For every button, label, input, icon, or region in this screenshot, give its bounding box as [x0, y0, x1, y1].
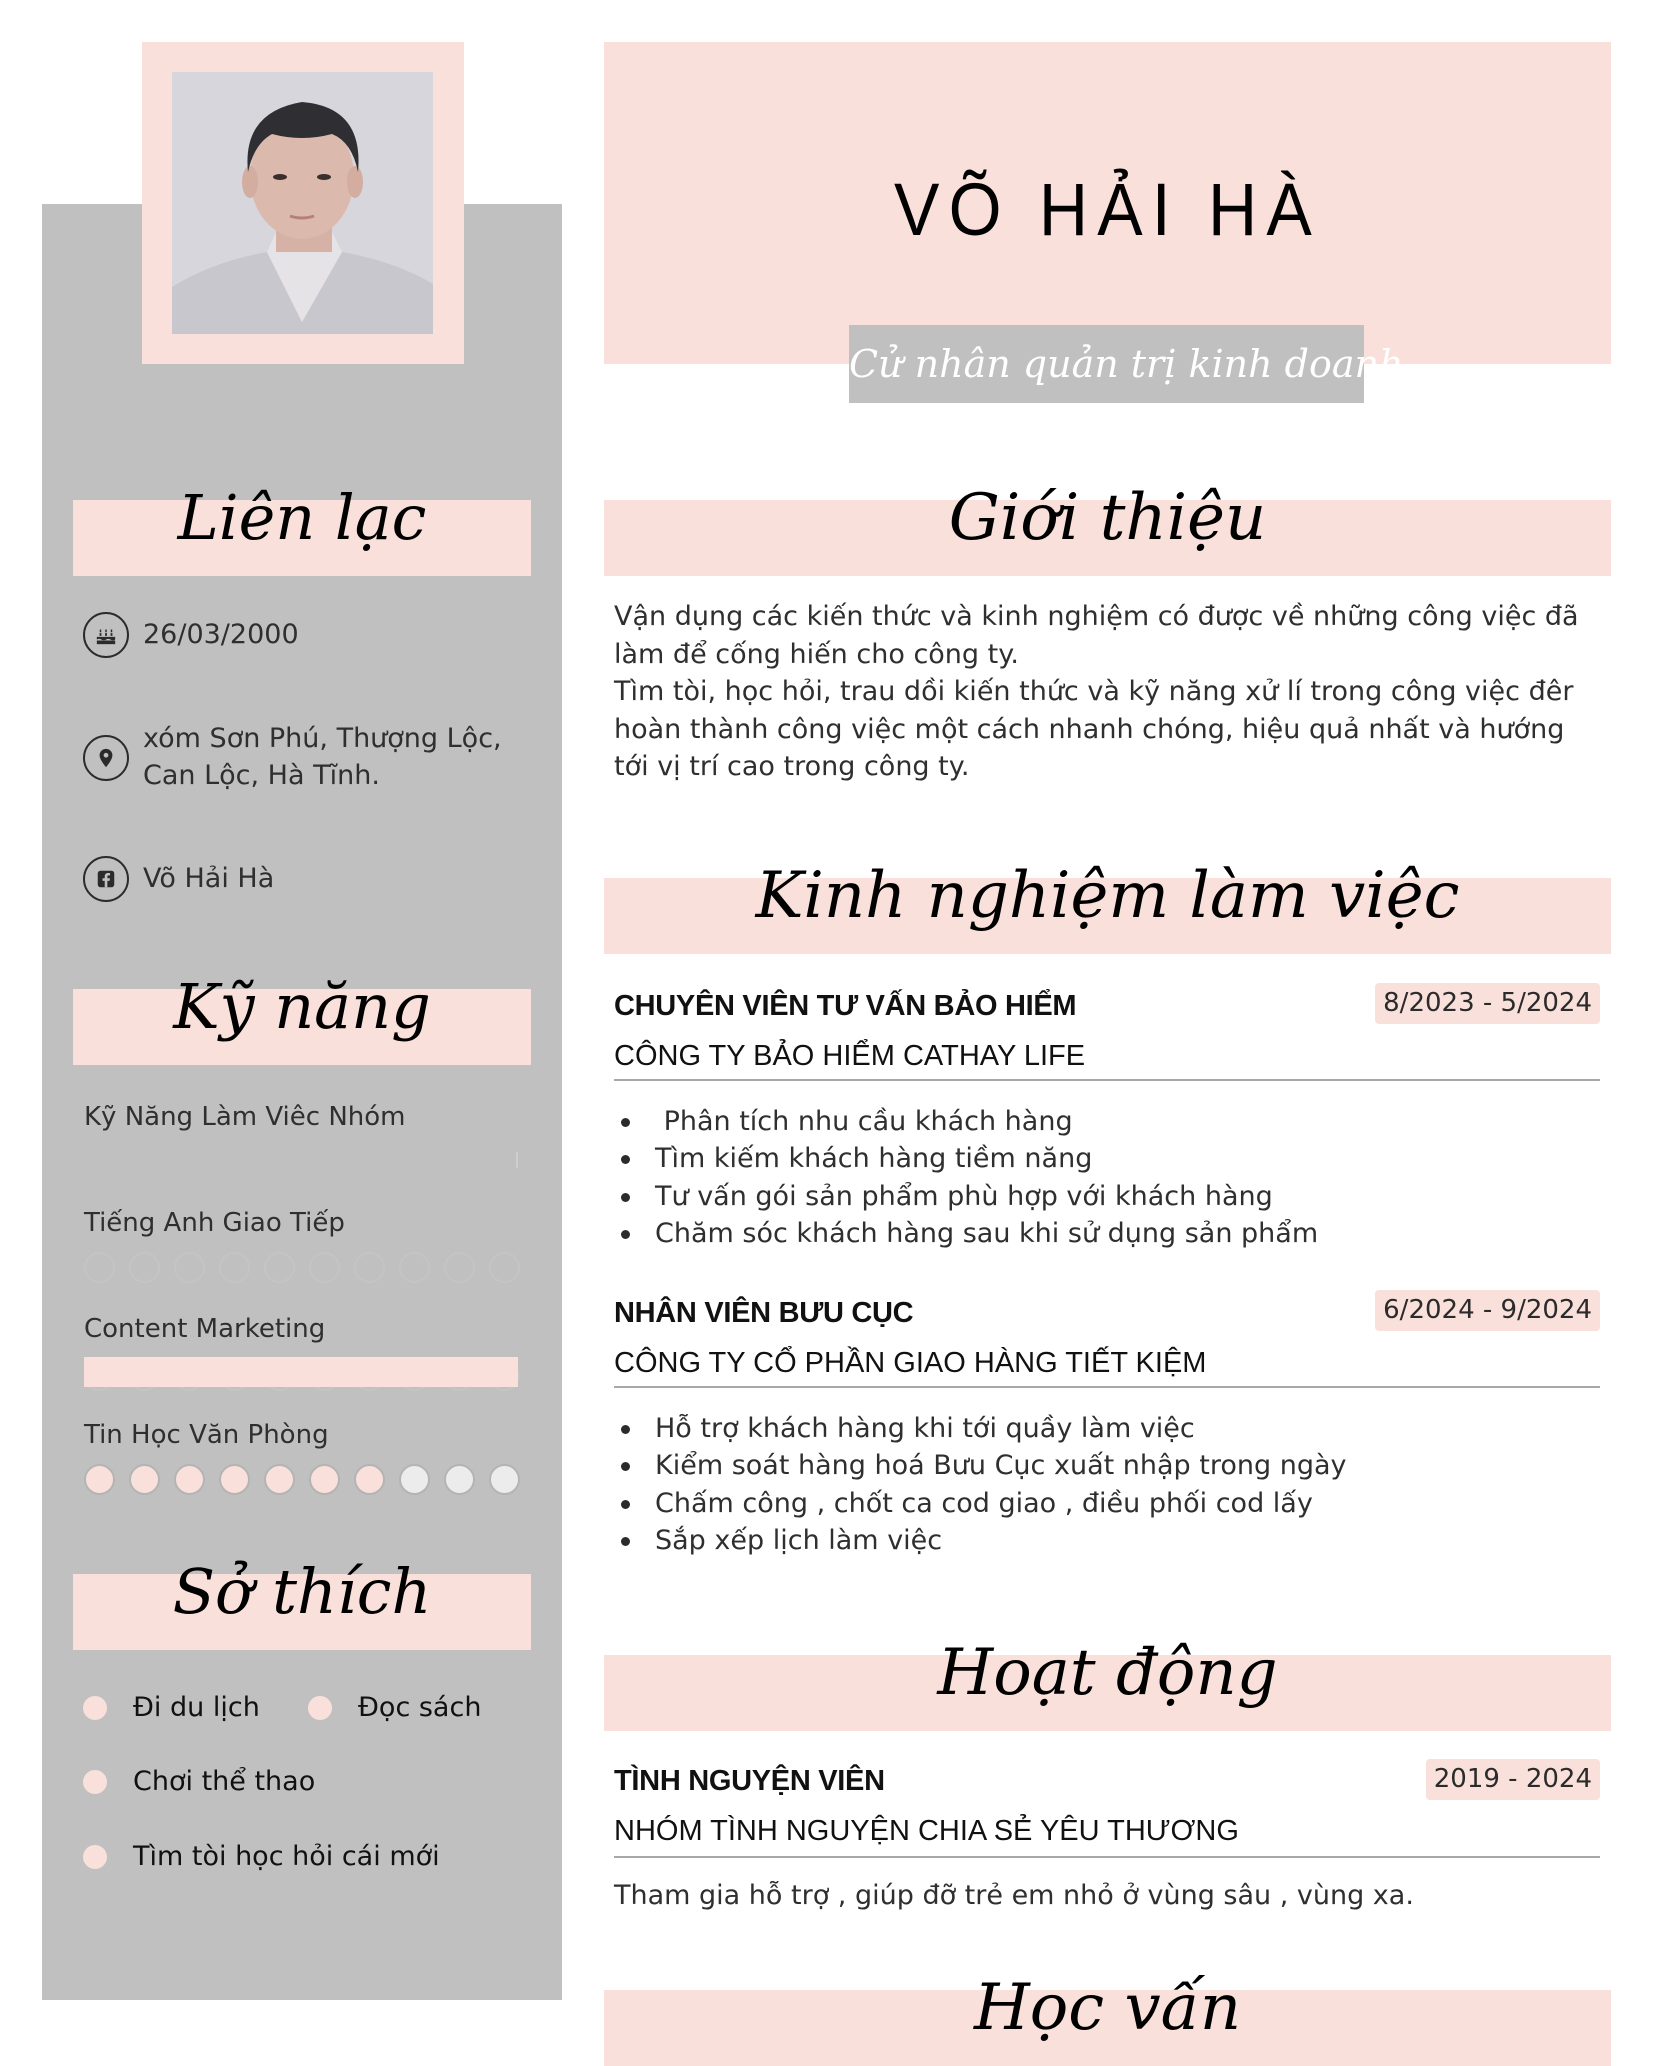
task-item: Hỗ trợ khách hàng khi tới quầy làm việc — [614, 1410, 1347, 1447]
skill-label: Kỹ Năng Làm Viêc Nhóm — [84, 1102, 406, 1132]
organization-name: NHÓM TÌNH NGUYỆN CHIA SẺ YÊU THƯƠNG — [614, 1815, 1239, 1847]
skill-rating-dots — [84, 1252, 520, 1284]
location-pin-icon — [83, 735, 129, 781]
contact-birthday — [83, 612, 533, 658]
rating-dot — [84, 1252, 115, 1283]
facebook-name[interactable]: Võ Hải Hà — [143, 863, 275, 894]
hobbies-section-title: Sở thích — [172, 1555, 432, 1628]
task-item: Tư vấn gói sản phẩm phù hợp với khách hàng — [614, 1178, 1318, 1215]
intro-paragraph: Vận dụng các kiến thức và kinh nghiệm có được về những công việc đã làm để cống hiến cho công ty. — [614, 601, 1579, 670]
skill-level-bar — [84, 1357, 518, 1387]
hobbies-section-header — [73, 1555, 531, 1650]
hobby-label: Chơi thể thao — [133, 1766, 316, 1797]
rating-dot-filled — [174, 1464, 205, 1495]
name-header — [604, 42, 1611, 364]
hobby-item — [83, 1841, 440, 1872]
task-item: Kiểm soát hàng hoá Bưu Cục xuất nhập trong ngày — [614, 1447, 1347, 1484]
portrait-icon — [172, 72, 433, 334]
task-item: Chấm công , chốt ca cod giao , điều phối cod lấy — [614, 1485, 1347, 1522]
activities-section-title: Hoạt động — [937, 1636, 1278, 1710]
task-item: Sắp xếp lịch làm việc — [614, 1522, 1347, 1559]
activity-description: Tham gia hỗ trợ , giúp đỡ trẻ em nhỏ ở vùng sâu , vùng xa. — [614, 1880, 1414, 1911]
contact-section-header — [73, 481, 531, 576]
job-position: NHÂN VIÊN BƯU CỤC — [614, 1297, 914, 1329]
hobby-label: Tìm tòi học hỏi cái mới — [133, 1841, 440, 1872]
rating-dot-filled — [84, 1464, 115, 1495]
rating-dot — [174, 1252, 205, 1283]
divider — [614, 1856, 1600, 1858]
task-item: Phân tích nhu cầu khách hàng — [614, 1103, 1318, 1140]
intro-section-title: Giới thiệu — [948, 481, 1267, 555]
rating-dot — [354, 1252, 385, 1283]
contact-facebook[interactable] — [83, 856, 533, 902]
full-name: VÕ HẢI HÀ — [893, 168, 1322, 251]
job-tasks — [614, 1103, 1318, 1252]
rating-dot-filled — [129, 1464, 160, 1495]
activities-section-header — [604, 1636, 1611, 1731]
date-badge: 6/2024 - 9/2024 — [1375, 1290, 1600, 1331]
task-item: Chăm sóc khách hàng sau khi sử dụng sản phẩm — [614, 1215, 1318, 1252]
company-name: CÔNG TY BẢO HIỂM CATHAY LIFE — [614, 1040, 1086, 1072]
rating-dot — [129, 1252, 160, 1283]
skills-section-header — [73, 970, 531, 1065]
intro-paragraph: Tìm tòi, học hỏi, trau dồi kiến thức và kỹ năng xử lí trong công việc đêr hoàn thành công việc một cách nhanh chóng, hiệu quả nhất và hướng tới vị trí cao trong công ty. — [614, 676, 1574, 782]
skill-label: Tin Học Văn Phòng — [84, 1420, 329, 1450]
address-text: xóm Sơn Phú, Thượng Lộc, Can Lộc, Hà Tĩnh. — [143, 723, 502, 791]
hobby-label: Đi du lịch — [133, 1692, 260, 1723]
skill-rating-dots — [84, 1464, 520, 1496]
rating-dot — [489, 1252, 520, 1283]
intro-section-header — [604, 481, 1611, 576]
contact-section-title: Liên lạc — [177, 481, 427, 554]
contact-address — [83, 720, 533, 794]
skill-label: Tiếng Anh Giao Tiếp — [84, 1208, 345, 1238]
circle-bullet-icon — [83, 1845, 107, 1869]
experience-section-title: Kinh nghiệm làm việc — [755, 859, 1460, 933]
divider — [614, 1079, 1600, 1081]
facebook-icon[interactable] — [83, 856, 129, 902]
date-badge: 2019 - 2024 — [1426, 1759, 1600, 1800]
rating-dot-empty — [444, 1464, 475, 1495]
skill-bar-edge — [516, 1152, 518, 1168]
rating-dot — [309, 1252, 340, 1283]
rating-dot-filled — [219, 1464, 250, 1495]
skill-label: Content Marketing — [84, 1314, 326, 1344]
hobby-item — [83, 1692, 260, 1723]
job-title-banner — [849, 325, 1404, 403]
education-section-title: Học vấn — [973, 1971, 1242, 2045]
birth-date: 26/03/2000 — [143, 619, 299, 650]
rating-dot-empty — [399, 1464, 430, 1495]
divider — [614, 1386, 1600, 1388]
job-position: CHUYÊN VIÊN TƯ VẤN BẢO HIỂM — [614, 990, 1077, 1022]
hobby-label: Đọc sách — [358, 1692, 482, 1723]
intro-text — [614, 598, 1604, 786]
education-section-header — [604, 1971, 1611, 2066]
date-badge: 8/2023 - 5/2024 — [1375, 983, 1600, 1024]
professional-title: Cử nhân quản trị kinh doanh — [849, 342, 1404, 386]
job-tasks — [614, 1410, 1347, 1559]
photo-frame — [142, 42, 464, 364]
hobby-item — [83, 1766, 315, 1797]
task-item: Tìm kiếm khách hàng tiềm năng — [614, 1140, 1318, 1177]
rating-dot-filled — [354, 1464, 385, 1495]
circle-bullet-icon — [83, 1696, 107, 1720]
rating-dot-filled — [309, 1464, 340, 1495]
rating-dot — [219, 1252, 250, 1283]
rating-dot — [399, 1252, 430, 1283]
experience-section-header — [604, 859, 1611, 954]
circle-bullet-icon — [83, 1770, 107, 1794]
hobby-item — [308, 1692, 481, 1723]
profile-photo — [172, 72, 433, 334]
circle-bullet-icon — [308, 1696, 332, 1720]
rating-dot-filled — [264, 1464, 295, 1495]
company-name: CÔNG TY CỔ PHẦN GIAO HÀNG TIẾT KIỆM — [614, 1347, 1207, 1379]
rating-dot — [444, 1252, 475, 1283]
rating-dot — [264, 1252, 295, 1283]
skills-section-title: Kỹ năng — [173, 970, 431, 1043]
activity-role: TÌNH NGUYỆN VIÊN — [614, 1765, 885, 1797]
birthday-cake-icon — [83, 612, 129, 658]
rating-dot-empty — [489, 1464, 520, 1495]
